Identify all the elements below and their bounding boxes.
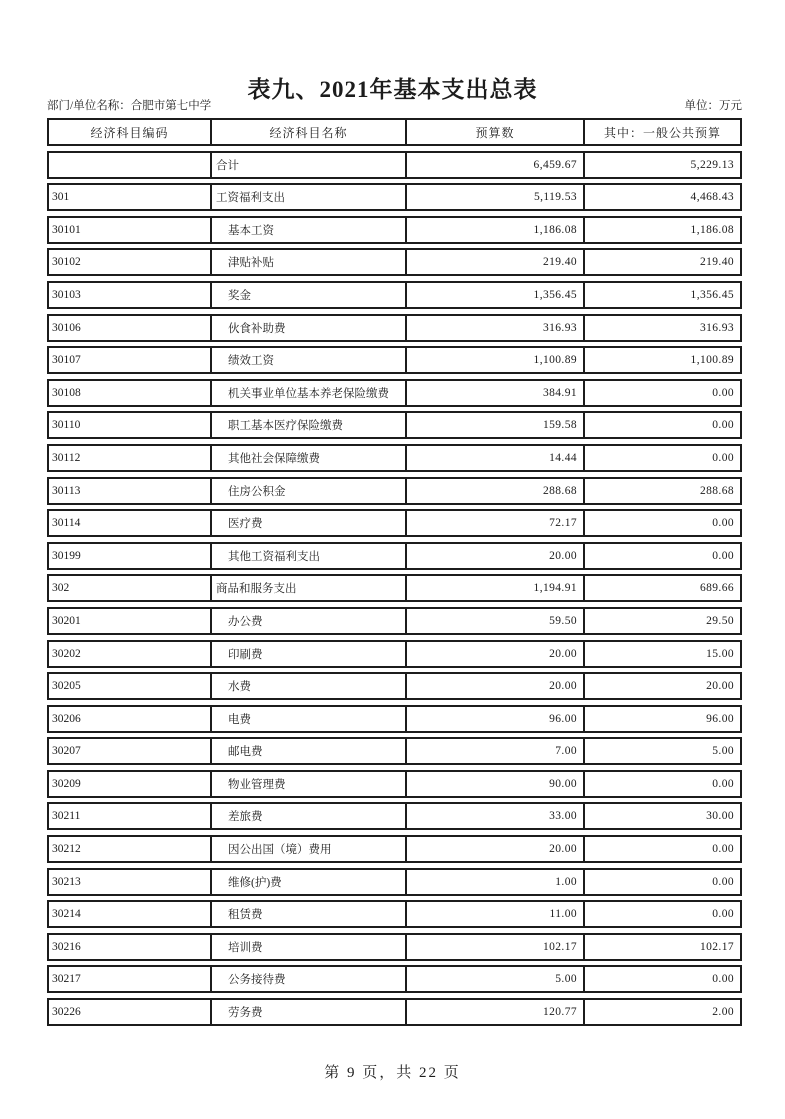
budget-amount-cell: 20.00	[407, 674, 585, 698]
general-public-budget-cell: 0.00	[712, 517, 734, 530]
unit-label: 单位：万元	[684, 100, 742, 112]
budget-amount-cell: 120.77	[407, 1000, 585, 1024]
general-public-budget-cell: 0.00	[712, 549, 734, 562]
table-row	[47, 281, 742, 309]
subject-code-cell: 30205	[49, 674, 212, 698]
subject-name-cell: 住房公积金	[212, 479, 407, 503]
subject-code-cell: 30113	[49, 479, 212, 503]
general-public-budget-cell: 0.00	[712, 777, 734, 790]
subject-name-cell: 医疗费	[212, 511, 407, 535]
general-public-budget-cell: 1,356.45	[690, 288, 734, 301]
table-row	[47, 151, 742, 179]
subject-name-cell: 津贴补贴	[212, 250, 407, 274]
table-row	[47, 835, 742, 863]
general-public-budget-cell: 29.50	[706, 614, 734, 627]
header-subject-code: 经济科目编码	[49, 120, 212, 144]
budget-amount-cell: 7.00	[407, 739, 585, 763]
general-public-budget-cell: 20.00	[706, 680, 734, 693]
subject-name-cell: 电费	[212, 707, 407, 731]
table-row	[47, 607, 742, 635]
budget-amount-cell: 1,186.08	[407, 218, 585, 242]
general-public-budget-cell: 4,468.43	[690, 191, 734, 204]
subject-code-cell: 30216	[49, 935, 212, 959]
table-row	[47, 672, 742, 700]
table-row	[47, 379, 742, 407]
budget-table	[47, 118, 742, 1026]
page-number: 第 9 页，共 22 页	[324, 1065, 461, 1081]
table-row	[47, 705, 742, 733]
subject-name-cell: 基本工资	[212, 218, 407, 242]
subject-name-cell: 职工基本医疗保险缴费	[212, 413, 407, 437]
table-row	[47, 737, 742, 765]
table-row	[47, 965, 742, 993]
table-row	[47, 574, 742, 602]
budget-amount-cell: 5,119.53	[407, 185, 585, 209]
table-row	[47, 640, 742, 668]
subject-name-cell: 其他社会保障缴费	[212, 446, 407, 470]
subject-name-cell: 劳务费	[212, 1000, 407, 1024]
subject-code-cell: 30206	[49, 707, 212, 731]
general-public-budget-cell: 96.00	[706, 712, 734, 725]
budget-amount-cell: 384.91	[407, 381, 585, 405]
general-public-budget-cell: 316.93	[699, 321, 734, 334]
budget-amount-cell: 20.00	[407, 642, 585, 666]
subject-name-cell: 工资福利支出	[212, 185, 407, 209]
general-public-budget-cell: 0.00	[712, 908, 734, 921]
subject-code-cell: 30217	[49, 967, 212, 991]
subject-code-cell: 30209	[49, 772, 212, 796]
budget-amount-cell: 14.44	[407, 446, 585, 470]
budget-amount-cell: 1,194.91	[407, 576, 585, 600]
general-public-budget-cell: 0.00	[712, 419, 734, 432]
table-row	[47, 770, 742, 798]
subject-code-cell: 30103	[49, 283, 212, 307]
budget-amount-cell: 159.58	[407, 413, 585, 437]
subject-code-cell: 301	[49, 185, 212, 209]
general-public-budget-cell: 219.40	[699, 256, 734, 269]
subject-code-cell: 30102	[49, 250, 212, 274]
budget-amount-cell: 316.93	[407, 316, 585, 340]
general-public-budget-cell: 689.66	[699, 582, 734, 595]
subject-code-cell: 30212	[49, 837, 212, 861]
header-general-public-budget: 其中：一般公共预算	[603, 125, 721, 140]
table-row	[47, 477, 742, 505]
subject-code-cell: 30101	[49, 218, 212, 242]
subject-name-cell: 伙食补助费	[212, 316, 407, 340]
subject-code-cell: 30112	[49, 446, 212, 470]
general-public-budget-cell: 288.68	[699, 484, 734, 497]
subject-code-cell: 30214	[49, 902, 212, 926]
budget-amount-cell: 11.00	[407, 902, 585, 926]
subject-code-cell: 30201	[49, 609, 212, 633]
general-public-budget-cell: 0.00	[712, 973, 734, 986]
budget-amount-cell: 1.00	[407, 870, 585, 894]
budget-amount-cell: 102.17	[407, 935, 585, 959]
table-row	[47, 868, 742, 896]
subject-code-cell: 30107	[49, 348, 212, 372]
subject-code-cell: 30202	[49, 642, 212, 666]
table-row	[47, 216, 742, 244]
meta-row	[47, 100, 742, 113]
subject-code-cell: 30106	[49, 316, 212, 340]
budget-amount-cell: 288.68	[407, 479, 585, 503]
budget-amount-cell: 5.00	[407, 967, 585, 991]
subject-name-cell: 机关事业单位基本养老保险缴费	[212, 381, 407, 405]
subject-name-cell: 差旅费	[212, 804, 407, 828]
budget-amount-cell: 33.00	[407, 804, 585, 828]
department-name-label: 部门/单位名称：合肥市第七中学	[47, 100, 212, 112]
table-row	[47, 542, 742, 570]
general-public-budget-cell: 102.17	[699, 940, 734, 953]
general-public-budget-cell: 0.00	[712, 875, 734, 888]
table-row	[47, 346, 742, 374]
subject-name-cell: 租赁费	[212, 902, 407, 926]
subject-code-cell: 30114	[49, 511, 212, 535]
subject-name-cell: 商品和服务支出	[212, 576, 407, 600]
budget-amount-cell: 72.17	[407, 511, 585, 535]
table-row	[47, 248, 742, 276]
subject-code-cell: 302	[49, 576, 212, 600]
header-subject-name: 经济科目名称	[212, 120, 407, 144]
general-public-budget-cell: 0.00	[712, 451, 734, 464]
subject-code-cell	[49, 153, 212, 177]
subject-name-cell: 办公费	[212, 609, 407, 633]
general-public-budget-cell: 5,229.13	[690, 158, 734, 171]
table-row	[47, 444, 742, 472]
subject-name-cell: 物业管理费	[212, 772, 407, 796]
budget-amount-cell: 1,100.89	[407, 348, 585, 372]
subject-name-cell: 维修(护)费	[212, 870, 407, 894]
general-public-budget-cell: 1,100.89	[690, 354, 734, 367]
subject-name-cell: 因公出国（境）费用	[212, 837, 407, 861]
table-row	[47, 183, 742, 211]
page-title: 表九、2021年基本支出总表	[247, 77, 538, 102]
table-row	[47, 509, 742, 537]
table-row	[47, 314, 742, 342]
header-budget-amount: 预算数	[407, 120, 585, 144]
table-row	[47, 933, 742, 961]
subject-code-cell: 30226	[49, 1000, 212, 1024]
subject-name-cell: 其他工资福利支出	[212, 544, 407, 568]
budget-amount-cell: 96.00	[407, 707, 585, 731]
subject-name-cell: 合计	[212, 153, 407, 177]
table-header-row	[47, 118, 742, 146]
subject-name-cell: 培训费	[212, 935, 407, 959]
table-row	[47, 998, 742, 1026]
subject-name-cell: 邮电费	[212, 739, 407, 763]
general-public-budget-cell: 2.00	[712, 1006, 734, 1019]
subject-name-cell: 印刷费	[212, 642, 407, 666]
subject-code-cell: 30213	[49, 870, 212, 894]
table-row	[47, 411, 742, 439]
subject-name-cell: 奖金	[212, 283, 407, 307]
table-row	[47, 802, 742, 830]
general-public-budget-cell: 0.00	[712, 843, 734, 856]
subject-name-cell: 绩效工资	[212, 348, 407, 372]
subject-name-cell: 公务接待费	[212, 967, 407, 991]
budget-amount-cell: 1,356.45	[407, 283, 585, 307]
table-row	[47, 900, 742, 928]
general-public-budget-cell: 1,186.08	[690, 223, 734, 236]
general-public-budget-cell: 5.00	[712, 745, 734, 758]
subject-code-cell: 30207	[49, 739, 212, 763]
budget-amount-cell: 20.00	[407, 544, 585, 568]
budget-amount-cell: 59.50	[407, 609, 585, 633]
subject-name-cell: 水费	[212, 674, 407, 698]
budget-amount-cell: 6,459.67	[407, 153, 585, 177]
subject-code-cell: 30211	[49, 804, 212, 828]
subject-code-cell: 30199	[49, 544, 212, 568]
budget-amount-cell: 90.00	[407, 772, 585, 796]
general-public-budget-cell: 30.00	[706, 810, 734, 823]
budget-amount-cell: 20.00	[407, 837, 585, 861]
general-public-budget-cell: 15.00	[706, 647, 734, 660]
subject-code-cell: 30108	[49, 381, 212, 405]
general-public-budget-cell: 0.00	[712, 386, 734, 399]
budget-amount-cell: 219.40	[407, 250, 585, 274]
subject-code-cell: 30110	[49, 413, 212, 437]
